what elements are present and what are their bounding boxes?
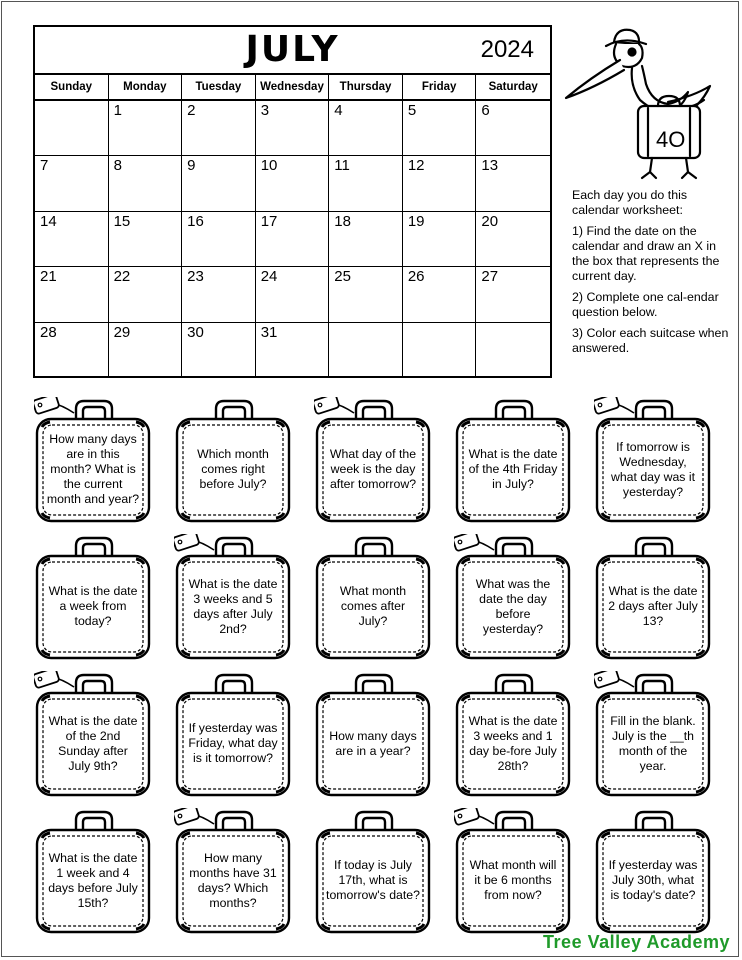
- suitcase-sticker-label: 4O: [656, 127, 686, 152]
- weekday-monday: Monday: [109, 75, 183, 99]
- calendar-day-cell[interactable]: 19: [403, 212, 477, 267]
- calendar-year: 2024: [480, 36, 534, 63]
- calendar-day-cell[interactable]: 15: [109, 212, 183, 267]
- calendar-month: JULY: [245, 29, 340, 70]
- question-text: What is the date a week from today?: [48, 584, 138, 628]
- question-text: What is the date 3 weeks and 1 day be-fore July 28th?: [468, 713, 558, 773]
- suitcase-question-card[interactable]: [314, 397, 432, 525]
- calendar-day-cell[interactable]: [476, 323, 550, 378]
- suitcase-question-card[interactable]: [34, 808, 152, 936]
- calendar-day-cell[interactable]: 23: [182, 267, 256, 322]
- question-text: What is the date 2 days after July 13?: [608, 584, 698, 628]
- calendar-grid: [35, 101, 550, 378]
- calendar-day-cell[interactable]: 31: [256, 323, 330, 378]
- instructions-intro: Each day you do this calendar worksheet:: [572, 188, 688, 217]
- suitcase-question-card[interactable]: [34, 671, 152, 799]
- weekday-wednesday: Wednesday: [256, 75, 330, 99]
- weekday-tuesday: Tuesday: [182, 75, 256, 99]
- question-text: If today is July 17th, what is tomorrow's date?: [326, 858, 420, 902]
- weekday-header-row: [35, 75, 550, 101]
- bird-with-suitcase-illustration: [560, 22, 712, 182]
- calendar-day-cell[interactable]: 30: [182, 323, 256, 378]
- calendar-day-cell[interactable]: 8: [109, 156, 183, 211]
- question-text: If tomorrow is Wednesday, what day was it yesterday?: [610, 439, 696, 499]
- calendar-day-cell[interactable]: 4: [329, 101, 403, 156]
- calendar-day-cell[interactable]: 5: [403, 101, 477, 156]
- suitcase-question-card[interactable]: [174, 671, 292, 799]
- calendar-day-cell[interactable]: 13: [476, 156, 550, 211]
- weekday-friday: Friday: [403, 75, 477, 99]
- question-text: If yesterday was July 30th, what is today's date?: [608, 858, 698, 902]
- brand-footer: Tree Valley Academy: [543, 932, 730, 952]
- suitcase-question-card[interactable]: [34, 397, 152, 525]
- calendar-day-cell[interactable]: 26: [403, 267, 477, 322]
- suitcase-question-card[interactable]: [314, 534, 432, 662]
- question-text: What was the date the day before yesterday?: [475, 576, 551, 636]
- calendar-header: [35, 27, 550, 75]
- suitcase-question-card[interactable]: [454, 808, 572, 936]
- calendar-day-cell[interactable]: 10: [256, 156, 330, 211]
- question-text: How many days are in this month? What is the current month and year?: [46, 432, 140, 506]
- calendar-day-cell[interactable]: 6: [476, 101, 550, 156]
- question-text: What is the date 3 weeks and 5 days after July 2nd?: [188, 576, 278, 636]
- suitcase-question-card[interactable]: [314, 808, 432, 936]
- question-text: What is the date 1 week and 4 days before July 15th?: [48, 850, 138, 910]
- calendar-day-cell[interactable]: 17: [256, 212, 330, 267]
- calendar-day-cell[interactable]: 2: [182, 101, 256, 156]
- suitcase-question-card[interactable]: [454, 671, 572, 799]
- instructions-step-2: 2) Complete one cal-endar question below.: [572, 290, 719, 319]
- suitcase-question-card[interactable]: [594, 397, 712, 525]
- suitcase-question-card[interactable]: [454, 397, 572, 525]
- suitcase-question-card[interactable]: [174, 534, 292, 662]
- calendar-day-cell[interactable]: 16: [182, 212, 256, 267]
- calendar-day-cell[interactable]: 21: [35, 267, 109, 322]
- question-text: How many days are in a year?: [329, 728, 417, 758]
- suitcase-question-card[interactable]: [314, 671, 432, 799]
- calendar-day-cell[interactable]: 25: [329, 267, 403, 322]
- calendar-day-cell[interactable]: 22: [109, 267, 183, 322]
- instructions-step-1: 1) Find the date on the calendar and draw an X in the box that represents the current day.: [572, 224, 720, 283]
- instructions-step-3: 3) Color each suitcase when answered.: [572, 326, 729, 355]
- weekday-sunday: Sunday: [35, 75, 109, 99]
- calendar: [33, 25, 552, 378]
- question-text: What month comes after July?: [339, 584, 407, 628]
- question-text: What day of the week is the day after tomorrow?: [329, 447, 417, 491]
- calendar-day-cell[interactable]: [35, 101, 109, 156]
- suitcase-question-card[interactable]: [594, 534, 712, 662]
- suitcase-question-card[interactable]: [174, 397, 292, 525]
- calendar-day-cell[interactable]: 1: [109, 101, 183, 156]
- calendar-day-cell[interactable]: 18: [329, 212, 403, 267]
- question-text: Fill in the blank. July is the __th month of the year.: [610, 713, 696, 773]
- calendar-day-cell[interactable]: 14: [35, 212, 109, 267]
- calendar-day-cell[interactable]: 29: [109, 323, 183, 378]
- question-text: How many months have 31 days? Which months?: [189, 850, 277, 910]
- calendar-day-cell[interactable]: 20: [476, 212, 550, 267]
- calendar-day-cell[interactable]: 3: [256, 101, 330, 156]
- calendar-day-cell[interactable]: 7: [35, 156, 109, 211]
- calendar-day-cell[interactable]: 12: [403, 156, 477, 211]
- calendar-day-cell[interactable]: 24: [256, 267, 330, 322]
- weekday-thursday: Thursday: [329, 75, 403, 99]
- weekday-saturday: Saturday: [488, 81, 538, 93]
- calendar-day-cell[interactable]: [403, 323, 477, 378]
- calendar-day-cell[interactable]: 9: [182, 156, 256, 211]
- calendar-day-cell[interactable]: 28: [35, 323, 109, 378]
- question-text: What month will it be 6 months from now?: [469, 858, 557, 902]
- suitcase-question-card[interactable]: [594, 808, 712, 936]
- instructions: [572, 188, 732, 362]
- suitcase-question-card[interactable]: [34, 534, 152, 662]
- calendar-day-cell[interactable]: 11: [329, 156, 403, 211]
- question-text: What is the date of the 4th Friday in July?: [468, 447, 558, 491]
- suitcase-question-card[interactable]: [174, 808, 292, 936]
- calendar-day-cell[interactable]: [329, 323, 403, 378]
- calendar-day-cell[interactable]: 27: [476, 267, 550, 322]
- suitcase-question-card[interactable]: [594, 671, 712, 799]
- question-text: What is the date of the 2nd Sunday after July 9th?: [48, 713, 138, 773]
- question-text: Which month comes right before July?: [197, 447, 269, 491]
- question-text: If yesterday was Friday, what day is it tomorrow?: [188, 721, 278, 765]
- suitcase-question-card[interactable]: [454, 534, 572, 662]
